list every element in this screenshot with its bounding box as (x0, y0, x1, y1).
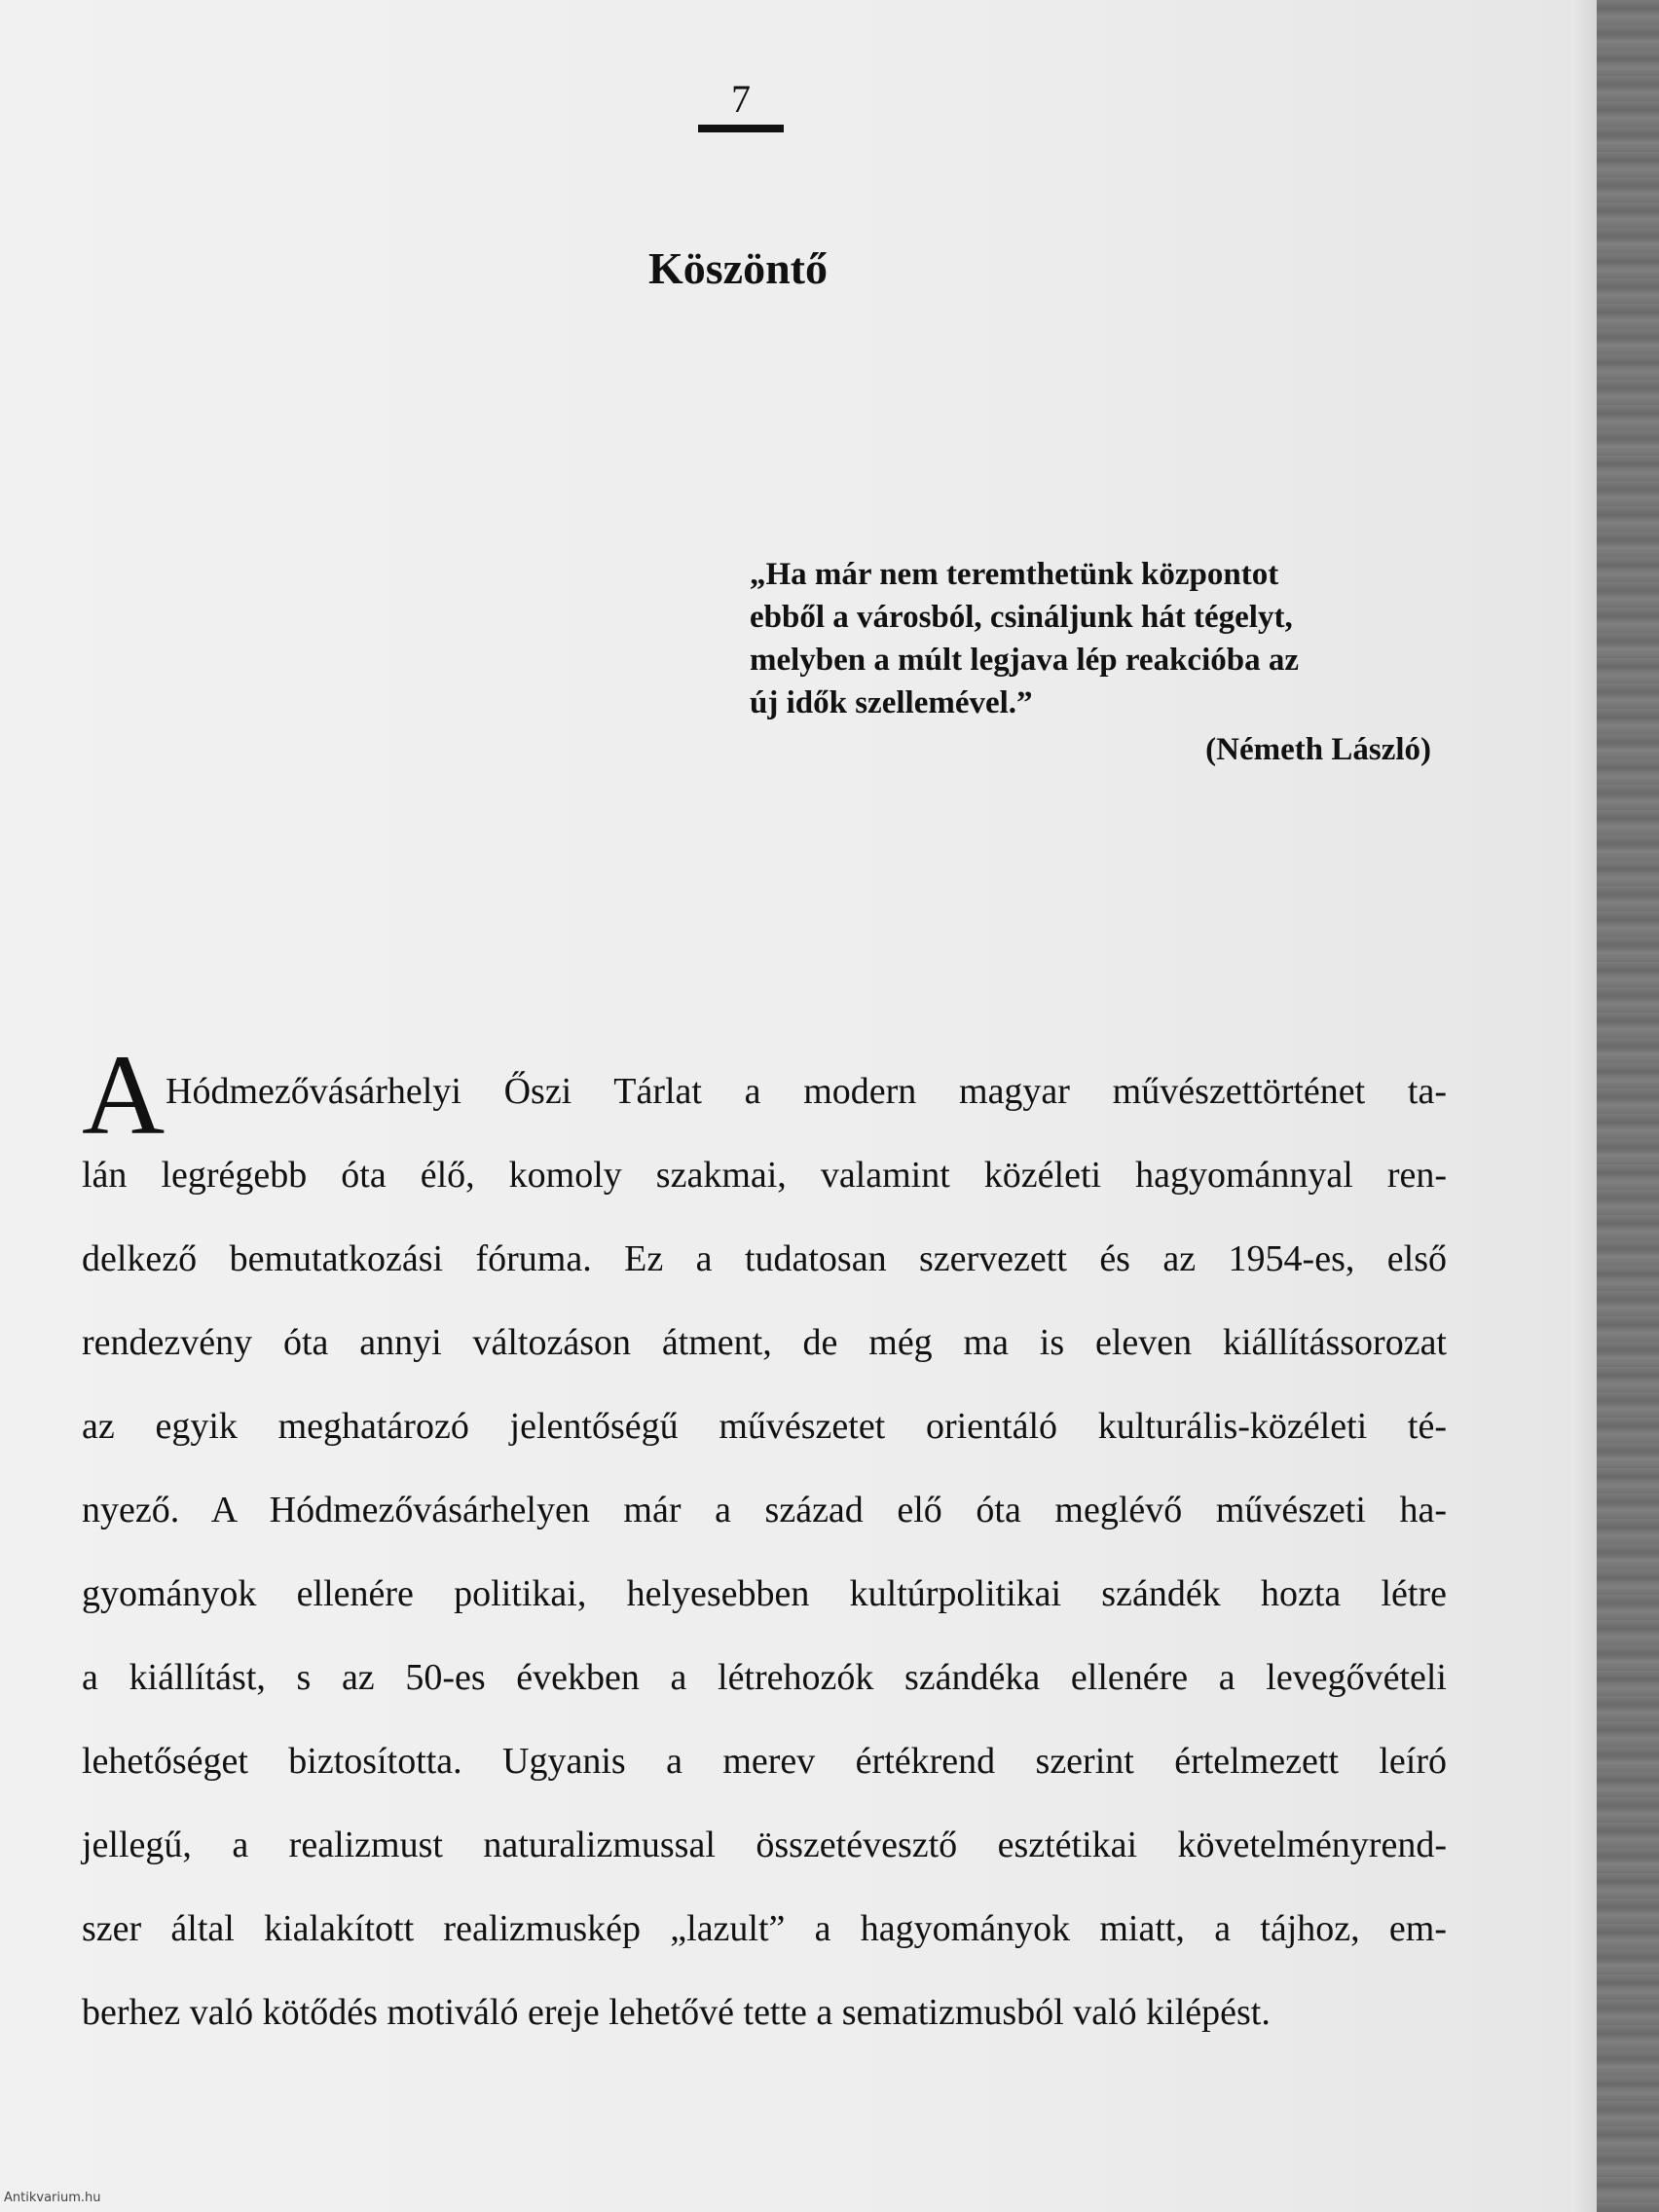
body-line: berhez való kötődés motiváló ereje lehetővé tette a sematizmusból való kilépést. (82, 1992, 1271, 2033)
epigraph-line: melyben a múlt legjava lép reakcióba az (750, 643, 1299, 678)
body-text (82, 1031, 1447, 2054)
page-edge (1571, 0, 1597, 2212)
body-line: rendezvény óta annyi változáson átment, de még ma is eleven kiállítássorozat (82, 1322, 1447, 1363)
body-line: delkező bemutatkozási fóruma. Ez a tudatosan szervezett és az 1954-es, első (82, 1238, 1447, 1279)
body-line: gyományok ellenére politikai, helyesebben kultúrpolitikai szándék hozta létre (82, 1573, 1447, 1614)
page-title: Köszöntő (648, 243, 828, 293)
body-line (82, 1031, 1447, 1159)
body-line: az egyik meghatározó jelentőségű művészetet orientáló kulturális-közéleti té- (82, 1406, 1447, 1447)
epigraph-quote (750, 553, 1451, 771)
page-number: 7 (731, 77, 751, 121)
epigraph-author: (Németh László) (1205, 732, 1431, 767)
body-line: szer által kialakított realizmuskép „lazult” a hagyományok miatt, a tájhoz, em- (82, 1908, 1447, 1949)
epigraph-line: „Ha már nem teremthetünk központot (750, 557, 1279, 592)
epigraph-line: ebből a városból, csináljunk hát tégelyt, (750, 600, 1293, 635)
body-line: nyező. A Hódmezővásárhelyen már a század elő óta meglévő művészeti ha- (82, 1490, 1447, 1530)
watermark: Antikvarium.hu (4, 2191, 101, 2205)
drop-cap: A (82, 1031, 166, 1159)
epigraph-line: új idők szellemével.” (750, 685, 1033, 720)
body-line: jellegű, a realizmust naturalizmussal összetévesztő esztétikai követelményrend- (82, 1825, 1447, 1865)
page-number-block (697, 78, 785, 132)
body-line: lehetőséget biztosította. Ugyanis a merev értékrend szerint értelmezett leíró (82, 1741, 1447, 1782)
page-number-rule (698, 125, 784, 132)
body-line: a kiállítást, s az 50-es években a létrehozók szándéka ellenére a levegővételi (82, 1657, 1447, 1698)
background-surface (1597, 0, 1659, 2212)
body-line-text: Hódmezővásárhelyi Őszi Tárlat a modern magyar művészettörténet ta- (166, 1071, 1447, 1112)
body-line: lán legrégebb óta élő, komoly szakmai, valamint közéleti hagyománnyal ren- (82, 1155, 1447, 1196)
